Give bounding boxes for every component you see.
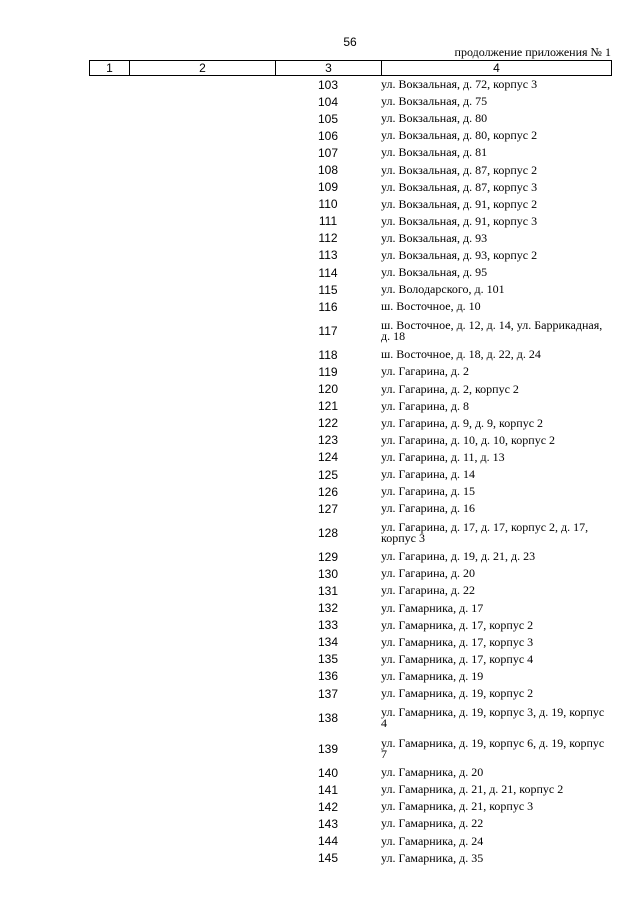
row-number: 115 xyxy=(318,282,338,297)
row-number: 106 xyxy=(317,128,339,143)
row-address: ул. Гагарина, д. 20 xyxy=(381,566,475,581)
row-address: ул. Гагарина, д. 19, д. 21, д. 23 xyxy=(381,549,536,564)
table-row xyxy=(0,548,640,565)
row-address: ул. Вокзальная, д. 87, корпус 3 xyxy=(381,179,538,194)
row-address: ул. Гагарина, д. 2 xyxy=(381,364,469,379)
row-address: ул. Гагарина, д. 10, д. 10, корпус 2 xyxy=(381,432,556,447)
row-number: 128 xyxy=(317,525,339,540)
table-row xyxy=(0,634,640,651)
row-number: 120 xyxy=(317,382,339,397)
row-address: ул. Вокзальная, д. 72, корпус 3 xyxy=(381,77,538,92)
row-number: 116 xyxy=(318,299,338,314)
row-address: ул. Вокзальная, д. 80 xyxy=(381,111,488,126)
table-row xyxy=(0,582,640,599)
table-row xyxy=(0,161,640,178)
row-address: ул. Гамарника, д. 17, корпус 2 xyxy=(381,617,534,632)
row-number: 113 xyxy=(318,248,338,263)
table-row xyxy=(0,93,640,110)
table-row xyxy=(0,702,640,733)
row-number: 142 xyxy=(317,799,339,814)
table-row xyxy=(0,110,640,127)
table-row xyxy=(0,213,640,230)
row-address: ул. Гамарника, д. 21, корпус 3 xyxy=(381,799,534,814)
row-address: ул. Гамарника, д. 24 xyxy=(381,833,484,848)
table-row xyxy=(0,363,640,380)
table-row xyxy=(0,432,640,449)
row-address: ш. Восточное, д. 18, д. 22, д. 24 xyxy=(381,347,541,362)
page-number: 56 xyxy=(343,35,357,49)
row-number: 132 xyxy=(317,601,339,616)
row-number: 130 xyxy=(317,566,339,581)
row-number: 127 xyxy=(317,501,339,516)
row-address: ул. Гагарина, д. 16 xyxy=(381,501,475,516)
row-number: 117 xyxy=(318,323,338,338)
row-number: 133 xyxy=(317,618,339,633)
row-number: 125 xyxy=(317,467,339,482)
row-number: 126 xyxy=(317,484,339,499)
table-row xyxy=(0,483,640,500)
row-number: 129 xyxy=(317,549,339,564)
table-row xyxy=(0,315,640,346)
row-address: ул. Гагарина, д. 8 xyxy=(381,398,469,413)
row-address: ул. Вокзальная, д. 80, корпус 2 xyxy=(381,128,538,143)
table-row xyxy=(0,617,640,634)
table-row xyxy=(0,346,640,363)
row-number: 118 xyxy=(318,347,338,362)
row-number: 121 xyxy=(317,399,339,414)
row-address: ул. Гагарина, д. 14 xyxy=(381,467,475,482)
table-row xyxy=(0,381,640,398)
table-row xyxy=(0,179,640,196)
table-row xyxy=(0,781,640,798)
row-number: 141 xyxy=(317,782,339,797)
row-address: ул. Гамарника, д. 20 xyxy=(381,765,484,780)
row-number: 143 xyxy=(317,816,339,831)
row-address: ш. Восточное, д. 12, д. 14, ул. Баррикадная, д. 18 xyxy=(381,317,603,343)
column-header-4: 4 xyxy=(493,61,500,75)
row-address: ул. Гамарника, д. 35 xyxy=(381,850,484,865)
row-number: 108 xyxy=(317,163,339,178)
row-number: 135 xyxy=(317,652,339,667)
row-number: 136 xyxy=(317,669,339,684)
row-address: ул. Гамарника, д. 17, корпус 3 xyxy=(381,634,534,649)
column-header-3: 3 xyxy=(276,61,382,75)
table-row xyxy=(0,144,640,161)
row-number: 122 xyxy=(317,416,339,431)
row-number: 124 xyxy=(317,450,339,465)
table-row xyxy=(0,764,640,781)
row-number: 111 xyxy=(318,214,338,229)
row-address: ул. Вокзальная, д. 81 xyxy=(381,145,488,160)
table-row xyxy=(0,281,640,298)
table-row xyxy=(0,76,640,93)
table-row xyxy=(0,500,640,517)
table-row xyxy=(0,517,640,548)
table-row xyxy=(0,398,640,415)
table-row xyxy=(0,415,640,432)
row-address: ул. Гамарника, д. 19, корпус 6, д. 19, корпус 7 xyxy=(381,735,605,761)
row-address: ул. Вокзальная, д. 91, корпус 3 xyxy=(381,213,538,228)
table-row xyxy=(0,668,640,685)
table-row xyxy=(0,651,640,668)
row-number: 105 xyxy=(317,111,339,126)
table-row xyxy=(0,196,640,213)
table-row xyxy=(0,733,640,764)
row-address: ул. Вокзальная, д. 93 xyxy=(381,230,488,245)
row-number: 110 xyxy=(318,197,338,212)
address-table-body xyxy=(0,76,640,867)
row-number: 119 xyxy=(318,364,338,379)
row-address: ул. Вокзальная, д. 95 xyxy=(381,265,488,280)
row-number: 114 xyxy=(318,265,338,280)
row-address: ул. Гагарина, д. 9, д. 9, корпус 2 xyxy=(381,415,544,430)
row-address: ул. Гамарника, д. 19, корпус 3, д. 19, корпус 4 xyxy=(381,704,605,730)
table-header xyxy=(89,60,612,76)
row-address: ул. Гамарника, д. 22 xyxy=(381,816,484,831)
row-number: 138 xyxy=(317,710,339,725)
table-row xyxy=(0,600,640,617)
table-row xyxy=(0,565,640,582)
table-row xyxy=(0,466,640,483)
row-address: ул. Гагарина, д. 15 xyxy=(381,484,475,499)
row-address: ул. Гамарника, д. 19, корпус 2 xyxy=(381,686,534,701)
row-number: 144 xyxy=(317,834,339,849)
row-address: ул. Гамарника, д. 17, корпус 4 xyxy=(381,651,534,666)
row-number: 140 xyxy=(317,765,339,780)
table-row xyxy=(0,798,640,815)
row-number: 145 xyxy=(317,851,339,866)
table-row xyxy=(0,815,640,832)
row-number: 104 xyxy=(317,94,339,109)
row-address: ул. Гамарника, д. 19 xyxy=(381,668,484,683)
row-number: 103 xyxy=(317,77,339,92)
row-address: ул. Вокзальная, д. 91, корпус 2 xyxy=(381,196,538,211)
table-row xyxy=(0,832,640,849)
table-row xyxy=(0,247,640,264)
row-number: 112 xyxy=(318,231,338,246)
column-header-2: 2 xyxy=(130,61,276,75)
row-number: 109 xyxy=(317,180,339,195)
row-number: 139 xyxy=(317,741,339,756)
row-address: ул. Гагарина, д. 17, д. 17, корпус 2, д. 17, корпус 3 xyxy=(381,519,589,545)
row-address: ул. Володарского, д. 101 xyxy=(381,282,505,297)
row-address: ул. Гагарина, д. 11, д. 13 xyxy=(381,449,505,464)
row-address: ул. Вокзальная, д. 93, корпус 2 xyxy=(381,247,538,262)
row-address: ул. Вокзальная, д. 87, корпус 2 xyxy=(381,162,538,177)
table-row xyxy=(0,449,640,466)
table-row xyxy=(0,685,640,702)
table-row xyxy=(0,298,640,315)
table-row xyxy=(0,264,640,281)
row-address: ул. Вокзальная, д. 75 xyxy=(381,94,488,109)
table-row xyxy=(0,850,640,867)
row-number: 107 xyxy=(317,145,339,160)
row-number: 137 xyxy=(317,686,339,701)
row-address: ш. Восточное, д. 10 xyxy=(381,299,481,314)
row-number: 131 xyxy=(317,583,339,598)
row-address: ул. Гамарника, д. 17 xyxy=(381,600,484,615)
table-row xyxy=(0,230,640,247)
row-address: ул. Гагарина, д. 2, корпус 2 xyxy=(381,381,519,396)
row-number: 134 xyxy=(317,635,339,650)
column-header-1: 1 xyxy=(90,61,130,75)
appendix-continuation-label: продолжение приложения № 1 xyxy=(454,45,611,59)
table-row xyxy=(0,127,640,144)
row-address: ул. Гамарника, д. 21, д. 21, корпус 2 xyxy=(381,782,564,797)
row-address: ул. Гагарина, д. 22 xyxy=(381,583,475,598)
row-number: 123 xyxy=(317,433,339,448)
